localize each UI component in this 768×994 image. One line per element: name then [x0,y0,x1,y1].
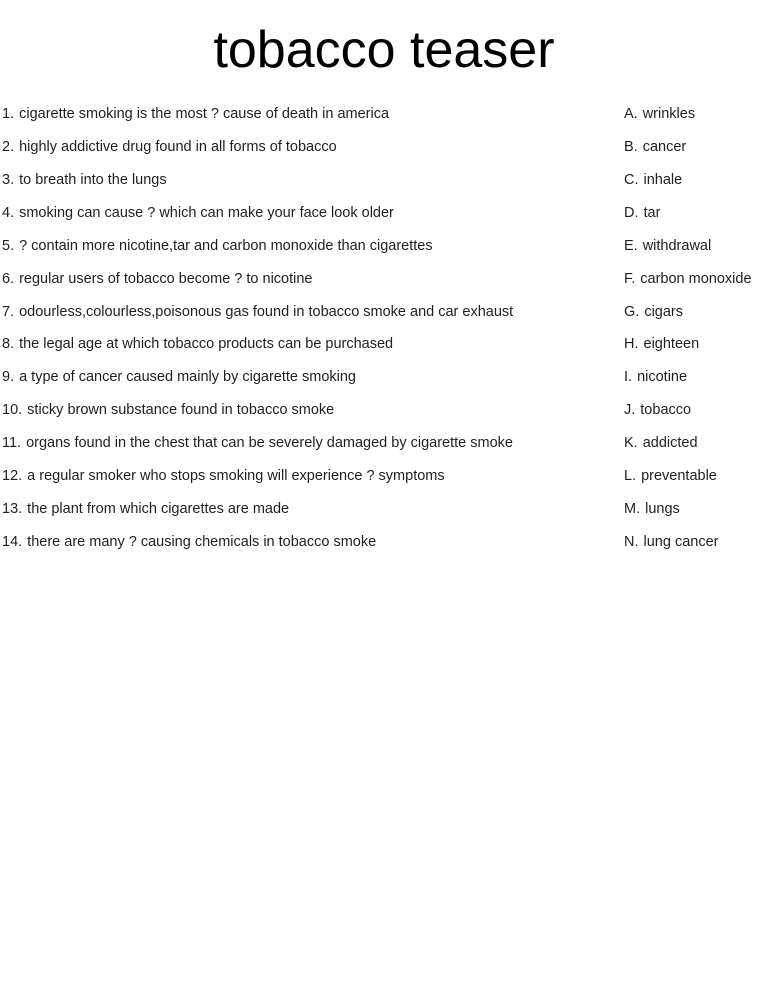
match-row [2,394,768,427]
answer-letter: A. [624,106,638,123]
answer-item [624,535,768,550]
question-number: 7. [2,303,15,320]
answer-text: addicted [642,435,698,452]
question-item [2,206,624,221]
match-row [2,197,768,230]
answer-letter: B. [624,139,638,156]
question-item [2,337,624,352]
answer-text: lung cancer [643,533,719,550]
question-item [2,107,624,122]
question-text: there are many ? causing chemicals in tobacco smoke [27,533,377,550]
answer-letter: M. [624,500,641,517]
question-text: a type of cancer caused mainly by cigarette smoking [19,369,356,386]
question-number: 10. [2,402,23,419]
answer-text: wrinkles [642,106,696,123]
question-text: odourless,colourless,poisonous gas found in tobacco smoke and car exhaust [19,303,514,320]
answer-item [624,107,768,122]
question-item [2,370,624,385]
question-number: 9. [2,369,15,386]
question-text: to breath into the lungs [19,171,167,188]
question-text: cigarette smoking is the most ? cause of death in america [19,106,390,123]
question-number: 4. [2,204,15,221]
question-number: 14. [2,533,23,550]
question-text: sticky brown substance found in tobacco smoke [27,402,335,419]
question-number: 5. [2,237,15,254]
match-row [2,230,768,263]
answer-text: withdrawal [642,237,712,254]
answer-letter: G. [624,303,640,320]
question-item [2,403,624,418]
match-row [2,295,768,328]
question-text: the legal age at which tobacco products can be purchased [19,336,394,353]
answer-item [624,305,768,320]
answer-item [624,469,768,484]
question-number: 6. [2,270,15,287]
match-row [2,131,768,164]
answer-text: cigars [644,303,683,320]
question-item [2,272,624,287]
match-row [2,328,768,361]
answer-item [624,239,768,254]
question-text: ? contain more nicotine,tar and carbon monoxide than cigarettes [19,237,433,254]
answer-text: cancer [642,139,687,156]
answer-item [624,502,768,517]
question-number: 3. [2,171,15,188]
answer-letter: F. [624,270,636,287]
match-row [2,493,768,526]
answer-text: tar [643,204,661,221]
answer-text: nicotine [637,369,688,386]
page-title: tobacco teaser [213,21,555,79]
answer-letter: K. [624,435,638,452]
answer-text: preventable [641,467,717,484]
answer-item [624,140,768,155]
match-row [2,98,768,131]
question-item [2,173,624,188]
question-item [2,140,624,155]
answer-letter: L. [624,467,637,484]
question-number: 11. [2,435,22,452]
match-row [2,361,768,394]
answer-letter: N. [624,533,639,550]
answer-item [624,370,768,385]
answer-letter: E. [624,237,638,254]
match-row [2,427,768,460]
question-text: regular users of tobacco become ? to nicotine [19,270,313,287]
answer-item [624,436,768,451]
question-item [2,436,624,451]
question-number: 1. [2,106,15,123]
answer-letter: J. [624,402,636,419]
answer-text: inhale [643,171,683,188]
answer-letter: D. [624,204,639,221]
question-item [2,469,624,484]
question-number: 2. [2,139,15,156]
answer-letter: H. [624,336,639,353]
match-row [2,164,768,197]
answer-text: lungs [645,500,680,517]
answer-item [624,206,768,221]
answer-text: tobacco [640,402,692,419]
matching-list [2,98,768,558]
question-item [2,535,624,550]
question-number: 13. [2,500,23,517]
answer-item [624,403,768,418]
answer-letter: I. [624,369,633,386]
question-item [2,239,624,254]
answer-text: eighteen [643,336,700,353]
answer-item [624,173,768,188]
question-text: a regular smoker who stops smoking will experience ? symptoms [27,467,445,484]
match-row [2,526,768,559]
question-text: highly addictive drug found in all forms of tobacco [19,139,337,156]
answer-item [624,272,768,287]
answer-letter: C. [624,171,639,188]
question-number: 12. [2,467,23,484]
answer-text: carbon monoxide [640,270,752,287]
question-item [2,502,624,517]
question-item [2,305,624,320]
question-text: smoking can cause ? which can make your face look older [19,204,394,221]
question-number: 8. [2,336,15,353]
match-row [2,460,768,493]
match-row [2,262,768,295]
answer-item [624,337,768,352]
question-text: organs found in the chest that can be severely damaged by cigarette smoke [26,435,513,452]
question-text: the plant from which cigarettes are made [27,500,290,517]
